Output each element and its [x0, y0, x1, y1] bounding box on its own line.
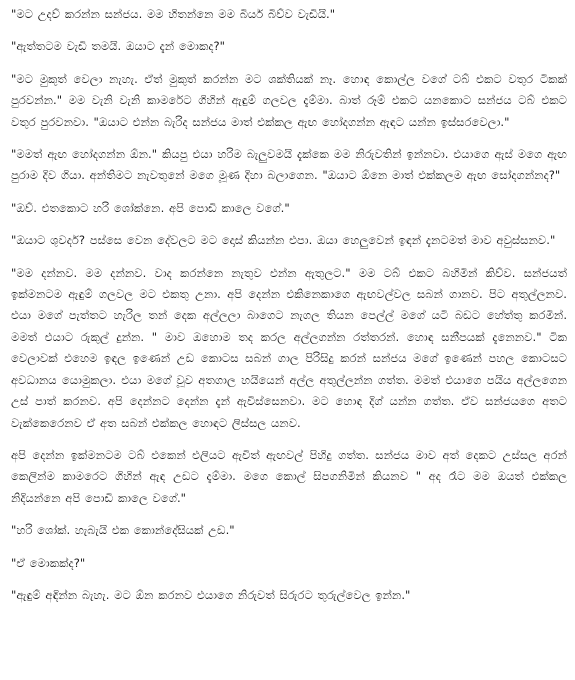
- story-paragraph: "හරි ශෝක්. හැබැයි එක කොන්දේසියක් උඩ.": [11, 523, 235, 538]
- story-paragraph: "මට මුකුත් වෙලා නැහැ. ඒත් මුකුත් කරන්න මට ශක්තියක් නෑ. හොඳ කොල්ල වගේ ටබ් එකට වතුර ටිකක් පුරවන්න." මම වැනි වැනි කාමරේට ගිහින් ඇඳුම් ගලවල දැම්මා. බාත් රූම් එකට යනකොට සන්ජය ටබ් එකට වතුර පුරවනවා. "ඔයාට එන්න බැරිද සන්ජය මාත් එක්කල ඇඟ හෝදගන්න ඇඳට යන්න ඉස්සරවෙලා.": [11, 71, 567, 129]
- story-paragraph: "ඇත්තටම වැඩි තමයි. ඔයාට දැන් මොකද?": [11, 39, 225, 54]
- story-paragraph: "ඔව්. එතකොට හරි ශෝක්නෙ. අපි පොඩි කාලෙ වගේ.": [11, 200, 290, 215]
- story-paragraph: "මම දන්නව. මම දන්නව. වාද කරන්නෙ නැතුව එන්න ඇතුලට." මම ටබ් එකට බහිමින් කිව්ව. සන්ජයත් ඉක්මනටම ඇඳුම් ගලවල මට එකතු උනා. අපි දෙන්න එකිනෙකාගෙ ඇඟවල්වල සබන් ගානව. පිට අතුල්ලනව. එයා මගේ පැත්තට හැරිල තන් දෙක අල්ලලා බාගෙට නැගල තියන පෙල්ල් මගේ යටි බඩට හේත්තු කරමින්. මමත් එයාට රුකුල් දුන්න. " මාව ඔහොම තද කරල අල්ලගන්න රත්තරන්. හොඳ සනීපයක් දැනෙනව." ටික වෙලාවක් එහෙම ඉඳල ඉණෙන් උඩ කොටස සබන් ගාල පිරිසිදු කරන් සන්ජය මගේ ඉණෙන් පහල කොටසට අවධානය යොමුකලා. එයා මගේ වූව අතගාල හයියෙන් අල්ල අතුල්ලන්න ගත්ත. මමත් එයාගෙ පයිය අල්ලගෙන උස් පාත් කරනව. අපි දෙන්නට දෙන්න දැන් ඇවිස්සෙනවා. මට හොඳ දිග් යන්න ගත්ත. ඒව සන්ජයගෙ අතට වැක්කෙරෙනව ඒ අත සබන් එක්කල හොඳට ලිස්සල යනව.: [11, 265, 567, 430]
- story-paragraph: "මමත් ඇඟ හෝදගන්න ඕන." කියපු එයා හරිම බැලුවමයි දැක්කෙ මම නිරුවතින් ඉන්නවා. එයාගෙ ඇස් මගෙ ඇඟ පුරාම දිව ගියා. අන්තිමට නැවතුනේ මගෙ මූණ දිහා බලාගෙන. "ඔයාට ඕනෙ මාත් එක්කලම ඇඟ සෝදගන්නද?": [11, 147, 567, 183]
- story-paragraph: අපි දෙන්න ඉක්මනටම ටබ් එකෙන් එලියට ඇවිත් ඇඟවල් පිහිදු ගත්ත. සන්ජය මාව අත් දෙකට උස්සල අරන් කෙලින්ම කාමරෙට ගිහින් ඇඳ උඩට දැම්මා. මගෙ කොල් සිපගනිමින් කියනව " අද රෑට මම ඔයත් එක්කල නිදියන්නෙ අපි පොඩි කාලෙ වගේ.": [11, 447, 567, 505]
- story-paragraph: "මට උදව් කරන්න සන්ජය. මම හිතන්නෙ මම බියර් බිව්ව වැඩියි.": [11, 7, 336, 21]
- story-paragraph: "ඇඳුම් අඳින්න බැහැ. මට ඕන කරනව එයාගෙ නිරුවත් සිරුරට තුරුල්වෙල ඉන්න.": [11, 587, 411, 602]
- story-paragraph: "ඒ මොකක්ද?": [11, 555, 86, 570]
- story-paragraph: "ඔයාට ශුවර්ද? පස්සෙ වෙන දේවලට මට දොස් කියන්න එපා. ඔයා හෙලුවෙන් ඉඳන් දැනටමත් මාව අවුස්සනව.": [11, 233, 556, 248]
